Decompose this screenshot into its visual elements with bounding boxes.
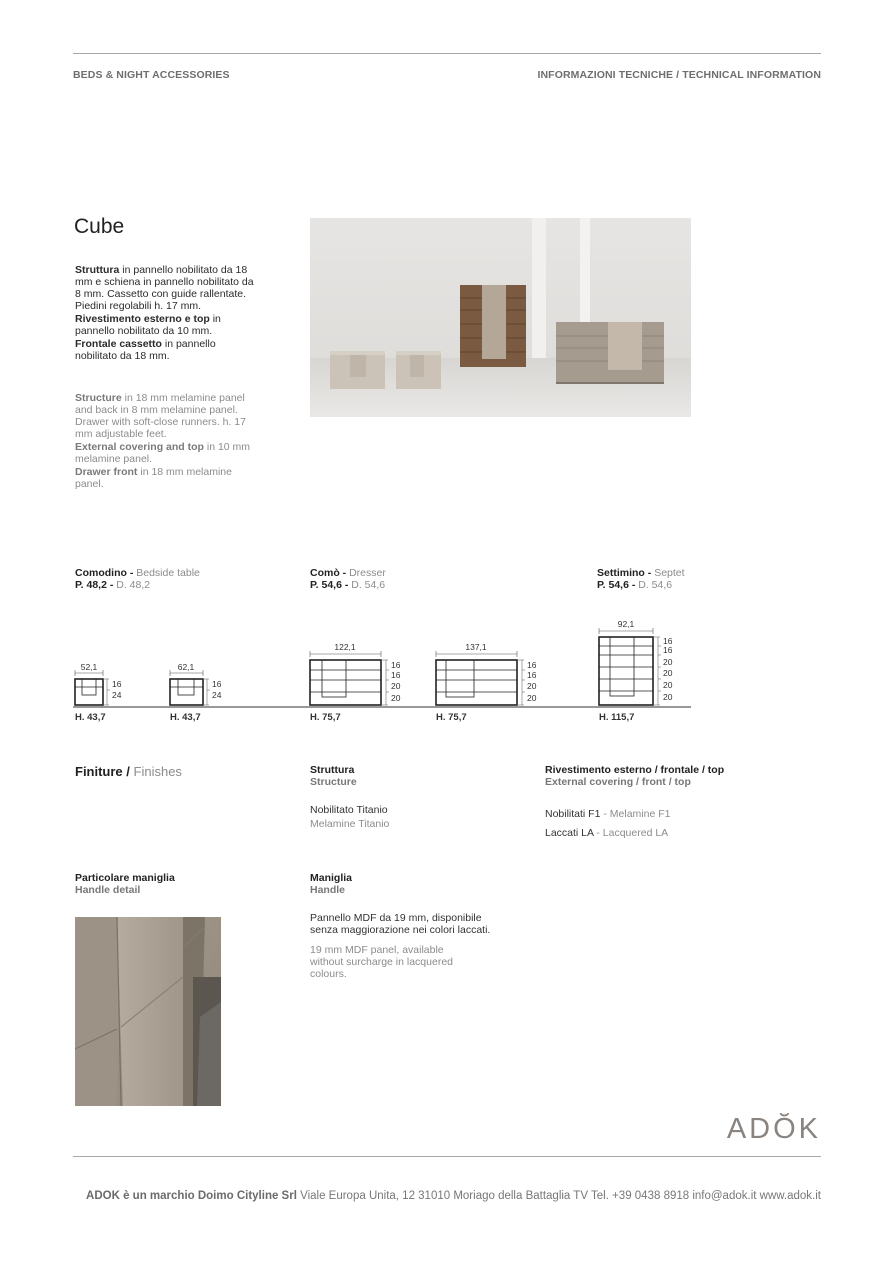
description-en [75,392,255,494]
footer-address: ADOK è un marchio Doimo Cityline Srl Viale Europa Unita, 12 31010 Moriago della Battaglia TV Tel. +39 0438 8918 info@adok.it www.adok.it [86,1190,821,1202]
finish-covering-line2: Laccati LA - Lacquered LA [545,827,669,839]
handle-text-it: Pannello MDF da 19 mm, disponibile senza maggiorazione nei colori laccati. [310,912,491,936]
drawer-height-label: 16 [527,670,537,680]
drawer-height-label: 16 [212,679,222,689]
finish-covering [545,764,724,841]
handle-label-it: Maniglia [310,872,353,884]
drawing-width-label: 137,1 [465,642,487,652]
drawer-height-label: 16 [391,670,401,680]
drawer-height-label: 20 [663,680,673,690]
drawing-width-label: 62,1 [177,662,195,672]
drawing-bedside-small [75,662,122,705]
drawing-septet [599,619,673,705]
drawer-height-label: 16 [391,660,401,670]
height-label-septet: H. 115,7 [599,712,635,723]
finish-structure-label-en: Structure [310,776,357,788]
desc-it-covering: Rivestimento esterno e top in pannello nobilitato da 10 mm. [75,313,221,337]
height-label-bedside-small: H. 43,7 [75,712,106,723]
drawing-bedside-large [170,662,222,705]
product-title: Cube [74,215,125,238]
desc-it-front: Frontale cassetto in pannello nobilitato da 18 mm. [75,338,216,362]
drawer-height-label: 24 [212,690,222,700]
drawing-width-label: 92,1 [617,619,635,629]
height-label-dresser-large: H. 75,7 [436,712,467,723]
drawer-height-label: 20 [391,681,401,691]
technical-drawings [0,610,892,725]
handle-text-en: 19 mm MDF panel, available without surcharge in lacquered colours. [310,944,454,980]
finish-structure [310,764,389,831]
drawer-height-label: 20 [527,693,537,703]
drawer-height-label: 16 [663,645,673,655]
finish-covering-label-en: External covering / front / top [545,776,691,788]
handle-detail-photo [75,917,221,1106]
handle-detail-heading: Particolare maniglia Handle detail [75,872,175,896]
item-title-dresser: Comò - Dresser P. 54,6 - D. 54,6 [310,567,386,591]
finish-structure-label-it: Struttura [310,764,355,776]
drawer-height-label: 20 [663,657,673,667]
finish-structure-value-en: Melamine Titanio [310,818,390,830]
top-rule [73,53,821,54]
product-photo [310,218,691,417]
desc-en-structure: Structure in 18 mm melamine panel and back in 8 mm melamine panel. Drawer with soft-close runners. h. 17 mm adjustable feet. [75,392,246,440]
drawer-height-label: 20 [663,692,673,702]
drawer-height-label: 24 [112,690,122,700]
description-it [75,264,255,366]
drawing-dresser-small [310,642,401,705]
drawing-dresser-large [436,642,537,705]
handle-section [310,872,510,980]
drawer-height-label: 20 [663,668,673,678]
finish-covering-line1: Nobilitati F1 - Melamine F1 [545,808,671,820]
drawer-height-label: 16 [663,636,673,646]
item-title-bedside: Comodino - Bedside table P. 48,2 - D. 48,2 [75,567,200,591]
finishes-heading: Finiture / Finishes [75,764,182,779]
drawing-width-label: 122,1 [334,642,356,652]
finish-structure-value-it: Nobilitato Titanio [310,804,388,816]
drawing-width-label: 52,1 [80,662,98,672]
height-label-bedside-large: H. 43,7 [170,712,201,723]
finish-covering-label-it: Rivestimento esterno / frontale / top [545,764,725,776]
drawer-height-label: 16 [112,679,122,689]
desc-en-covering: External covering and top in 10 mm melamine panel. [75,441,251,465]
drawer-height-label: 16 [527,660,537,670]
item-title-septet: Settimino - Septet P. 54,6 - D. 54,6 [597,567,685,591]
handle-label-en: Handle [310,884,346,896]
drawer-height-label: 20 [391,693,401,703]
header-info-label: INFORMAZIONI TECNICHE / TECHNICAL INFORMATION [537,69,821,81]
desc-it-structure: Struttura in pannello nobilitato da 18 mm e schiena in pannello nobilitato da 8 mm. Cassetto con guide rallentate. Piedini regolabili h. 17 mm. [75,264,254,312]
height-label-dresser-small: H. 75,7 [310,712,341,723]
bottom-rule [73,1156,821,1157]
header-section-label: BEDS & NIGHT ACCESSORIES [73,69,230,81]
desc-en-front: Drawer front in 18 mm melamine panel. [75,466,232,490]
drawer-height-label: 20 [527,681,537,691]
brand-logo: ADŎK [726,1113,821,1145]
